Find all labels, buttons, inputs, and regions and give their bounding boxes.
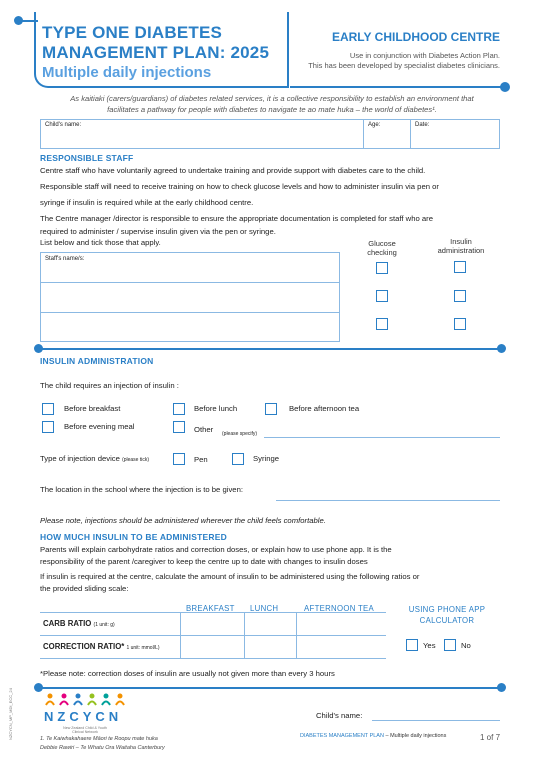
injection-note: Please note, injections should be administered wherever the child feels comfortable. <box>40 516 326 525</box>
app-yes-label: Yes <box>423 641 436 650</box>
syringe-checkbox[interactable] <box>232 453 244 465</box>
glucose-checkbox-3[interactable] <box>376 318 388 330</box>
reference-2: Debbie Rawiri – Te Whatu Ora Waitaha Canterbury <box>40 745 165 751</box>
before-evening-checkbox[interactable] <box>42 421 54 433</box>
child-name-field[interactable]: Child's name: <box>41 120 364 148</box>
footer-childs-name-label: Child's name: <box>316 711 363 720</box>
intro-line-1: As kaitiaki (carers/guardians) of diabetes related services, it is a collective responsibility to establish an environment that <box>70 94 474 103</box>
intro-text <box>40 94 504 115</box>
child-info-table <box>40 119 500 149</box>
carb-afternoon-cell[interactable] <box>296 613 386 636</box>
section-divider <box>38 348 500 350</box>
insulin-col-header <box>426 237 496 255</box>
how-much-heading: HOW MUCH INSULIN TO BE ADMINISTERED <box>40 532 227 542</box>
before-evening-label: Before evening meal <box>64 422 135 431</box>
staff-p3b: required to administer / supervise insulin given via the pen or syringe. <box>40 227 276 236</box>
insulin-checkbox-1[interactable] <box>454 261 466 273</box>
app-yes-checkbox[interactable] <box>406 639 418 651</box>
page-number: 1 of 7 <box>480 733 501 742</box>
insulin-col-line2: administration <box>437 246 485 255</box>
correction-ratio-row <box>40 636 386 659</box>
how-much-p2a: If insulin is required at the centre, calculate the amount of insulin to be administered using the following ratios or <box>40 572 420 581</box>
col-breakfast: BREAKFAST <box>186 604 235 613</box>
correction-ratio-unit: 1 unit: mmol/L) <box>126 645 160 651</box>
device-label-text: Type of injection device <box>40 454 120 463</box>
reference-1: 1. Te Kaiwhakahaere Māori te Roopu mate huka <box>40 736 158 742</box>
corr-afternoon-cell[interactable] <box>296 636 386 659</box>
correction-ratio-label <box>43 642 160 651</box>
staff-p1: Centre staff who have voluntarily agreed to undertake training and provide support with diabetes care to the child. <box>40 166 426 175</box>
other-label: Other <box>194 425 214 434</box>
before-afternoon-label: Before afternoon tea <box>289 404 360 413</box>
staff-p4: List below and tick those that apply. <box>40 238 161 247</box>
how-much-p2b: the provided sliding scale: <box>40 584 129 593</box>
subtitle-2: This has been developed by specialist diabetes clinicians. <box>308 61 500 70</box>
title-line3: Multiple daily injections <box>42 64 212 81</box>
intro-line-2: facilitates a pathway for people with diabetes to navigate te ao mate huka – the world of diabetes¹. <box>107 104 437 114</box>
subtitle-1: Use in conjunction with Diabetes Action Plan. <box>349 51 500 60</box>
phone-app-line2: CALCULATOR <box>419 616 475 625</box>
before-afternoon-checkbox[interactable] <box>265 403 277 415</box>
insulin-checkbox-2[interactable] <box>454 290 466 302</box>
corr-lunch-cell[interactable] <box>244 636 296 659</box>
carb-breakfast-cell[interactable] <box>180 613 244 636</box>
title-line1: TYPE ONE DIABETES <box>42 23 223 42</box>
staff-names-label: Staff's name/s: <box>45 256 85 262</box>
insulin-requires: The child requires an injection of insulin : <box>40 381 179 390</box>
side-code <box>8 690 18 740</box>
logo-text: NZCYCN <box>44 709 123 724</box>
staff-row[interactable] <box>41 253 339 283</box>
pen-checkbox[interactable] <box>173 453 185 465</box>
phone-app-header <box>404 604 490 626</box>
carb-ratio-text: CARB RATIO <box>43 619 92 628</box>
title-frame-line <box>290 86 506 88</box>
before-lunch-checkbox[interactable] <box>173 403 185 415</box>
please-specify-label: (please specify) <box>222 431 258 437</box>
app-no-label: No <box>461 641 471 650</box>
location-line[interactable] <box>276 500 500 501</box>
logo-figures-icon <box>44 692 126 708</box>
age-field[interactable]: Age: <box>364 120 411 148</box>
staff-row[interactable] <box>41 313 339 343</box>
insulin-heading: INSULIN ADMINISTRATION <box>40 356 154 366</box>
staff-row[interactable] <box>41 283 339 313</box>
glucose-checkbox-2[interactable] <box>376 290 388 302</box>
logo-subtitle <box>60 726 110 734</box>
staff-p2a: Responsible staff will need to receive training on how to check glucose levels and how to administer insulin via pen or <box>40 182 439 191</box>
carb-ratio-row <box>40 613 386 636</box>
section-dot <box>497 344 506 353</box>
date-field[interactable]: Date: <box>415 122 430 128</box>
staff-p3a: The Centre manager /director is responsible to ensure the appropriate documentation is completed for staff who are <box>40 214 433 223</box>
app-no-checkbox[interactable] <box>444 639 456 651</box>
pen-label: Pen <box>194 455 208 464</box>
device-label <box>40 454 149 463</box>
how-much-p1a: Parents will explain carbohydrate ratios and correction doses, or explain how to use phone app. It is the <box>40 545 392 554</box>
col-lunch: LUNCH <box>250 604 279 613</box>
staff-p2b: syringe if insulin is required while at the early childhood centre. <box>40 198 254 207</box>
centre-heading: EARLY CHILDHOOD CENTRE <box>331 30 500 44</box>
footer-childs-name-line[interactable] <box>372 720 500 721</box>
logo-sub-line2: Clinical Network <box>72 730 98 734</box>
glucose-col-header <box>356 239 408 257</box>
before-breakfast-label: Before breakfast <box>64 404 121 413</box>
plan-name-suffix: – Multiple daily injections <box>383 733 447 739</box>
plan-name-text: DIABETES MANAGEMENT PLAN <box>300 733 384 739</box>
other-specify-line[interactable] <box>264 437 500 438</box>
title-line2: MANAGEMENT PLAN: 2025 <box>42 43 270 62</box>
before-breakfast-checkbox[interactable] <box>42 403 54 415</box>
correction-footnote: *Please note: correction doses of insulin are usually not given more than every 3 hours <box>40 669 335 678</box>
section-divider <box>38 687 500 689</box>
side-code-text: NZCYCN_MP_MDI_ECC_24 <box>8 688 13 740</box>
title-frame-dot <box>500 82 510 92</box>
plan-name <box>300 733 446 739</box>
col-afternoon: AFTERNOON TEA <box>304 604 375 613</box>
glucose-col-line2: checking <box>367 248 397 257</box>
glucose-col-line1: Glucose <box>368 239 396 248</box>
section-dot <box>497 683 506 692</box>
insulin-col-line1: Insulin <box>450 237 472 246</box>
other-checkbox[interactable] <box>173 421 185 433</box>
before-lunch-label: Before lunch <box>194 404 238 413</box>
phone-app-line1: USING PHONE APP <box>408 605 486 614</box>
syringe-label: Syringe <box>253 454 280 463</box>
carb-ratio-label <box>43 619 115 628</box>
how-much-p1b: responsibility of the parent /caregiver to keep the centre up to date with changes to insulin doses <box>40 557 368 566</box>
ratio-table <box>40 612 386 658</box>
glucose-checkbox-1[interactable] <box>376 262 388 274</box>
carb-ratio-unit: (1 unit: g) <box>93 622 115 628</box>
insulin-checkbox-3[interactable] <box>454 318 466 330</box>
logo-sub-line1: New Zealand Child & Youth <box>63 726 107 730</box>
corr-breakfast-cell[interactable] <box>180 636 244 659</box>
carb-lunch-cell[interactable] <box>244 613 296 636</box>
please-tick-label: (please tick) <box>122 457 150 463</box>
staff-heading: RESPONSIBLE STAFF <box>40 153 134 163</box>
location-label: The location in the school where the injection is to be given: <box>40 485 243 494</box>
correction-ratio-text: CORRECTION RATIO* <box>43 642 125 651</box>
staff-names-table <box>40 252 340 342</box>
